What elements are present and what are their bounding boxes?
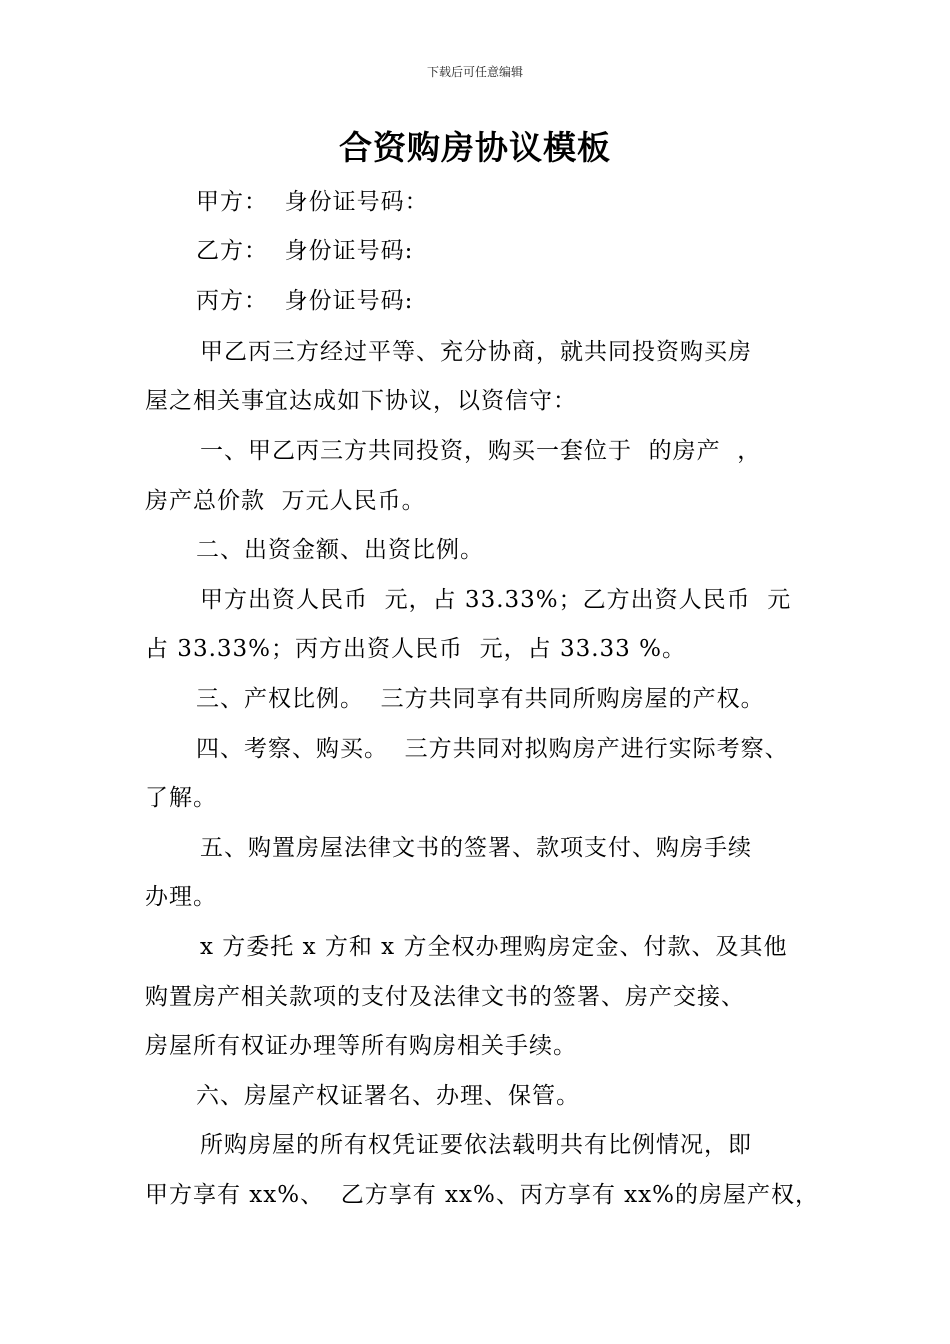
document-title: 合资购房协议模板 — [339, 128, 611, 167]
clause-4-line-2: 了解。 — [145, 785, 217, 811]
clause-6-line-1: 所购房屋的所有权凭证要依法载明共有比例情况，即 — [200, 1132, 752, 1158]
clause-2-line-2: 占 33.33%；丙方出资人民币 元，占 33.33 %。 — [145, 636, 686, 662]
preamble-line-1: 甲乙丙三方经过平等、充分协商，就共同投资购买房 — [200, 339, 752, 365]
clause-1-line-1: 一、甲乙丙三方共同投资，购买一套位于 的房产 ， — [200, 438, 762, 464]
clause-6-line-2: 甲方享有 xx%、 乙方享有 xx%、丙方享有 xx%的房屋产权， — [145, 1182, 819, 1208]
header-note: 下载后可任意编辑 — [426, 65, 523, 79]
party-b-line: 乙方： 身份证号码: — [196, 238, 414, 264]
clause-2-heading: 二、出资金额、出资比例。 — [196, 537, 484, 563]
clause-3-line: 三、产权比例。 三方共同享有共同所购房屋的产权。 — [196, 686, 765, 712]
clause-5-line-2: 办理。 — [145, 884, 217, 910]
clause-5-line-1: 五、购置房屋法律文书的签署、款项支付、购房手续 — [200, 835, 752, 861]
clause-4-line-1: 四、考察、购买。 三方共同对拟购房产进行实际考察、 — [196, 736, 789, 762]
clause-1-line-2: 房产总价款 万元人民币。 — [145, 488, 426, 514]
party-a-line: 甲方： 身份证号码： — [196, 189, 429, 215]
clause-5-body-line-2: 购置房产相关款项的支付及法律文书的签署、房产交接、 — [145, 984, 745, 1010]
preamble-line-2: 屋之相关事宜达成如下协议，以资信守： — [145, 388, 577, 414]
clause-6-heading: 六、房屋产权证署名、办理、保管。 — [196, 1083, 580, 1109]
party-c-line: 丙方： 身份证号码: — [196, 288, 414, 314]
clause-2-line-1: 甲方出资人民币 元，占 33.33%；乙方出资人民币 元 — [200, 587, 792, 613]
clause-5-body-line-3: 房屋所有权证办理等所有购房相关手续。 — [145, 1033, 577, 1059]
clause-5-body-line-1: x 方委托 x 方和 x 方全权办理购房定金、付款、及其他 — [200, 934, 788, 960]
